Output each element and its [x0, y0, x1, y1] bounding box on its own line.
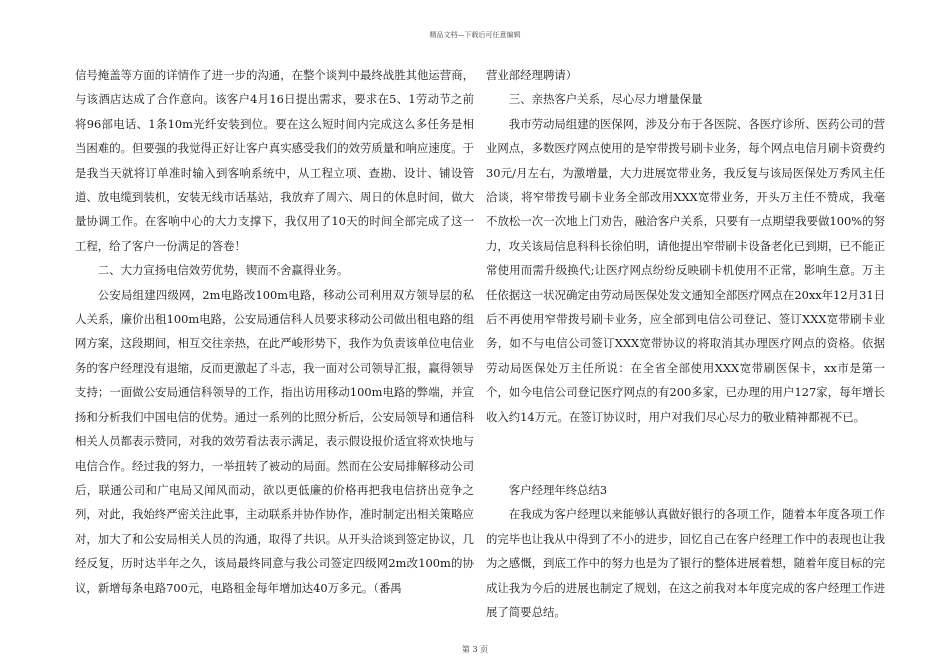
- paragraph-gap: [486, 429, 885, 478]
- page-header: 精品文档—下载后可任意编辑: [429, 31, 521, 39]
- left-column: [75, 63, 474, 600]
- section-heading: 客户经理年终总结3: [508, 482, 608, 497]
- paragraph-continuation: 营业部经理聘请）: [486, 68, 578, 82]
- body-paragraph: 在我成为客户经理以来能够认真做好银行的各项工作，随着本年度各项工作的完毕也让我从中得到了不小的进步，回忆自己在客户经理工作中的表现也让我为之感慨，到底工作中的努力也是为了银行的整体进展着想，随着年度目标的完成让我为今后的进展也制定了规划，在这之前我对本年度完成的客户经理工作进展了简要总结。: [486, 507, 885, 619]
- section-heading: 三、亲热客户关系，尽心尽力增量保量: [508, 92, 703, 107]
- page-number: 第 3 页: [461, 645, 489, 654]
- right-column: [486, 63, 885, 624]
- section-heading: 二、大力宣扬电信效劳优势，锲而不舍赢得业务。: [97, 263, 349, 278]
- body-paragraph: 我市劳动局组建的医保网，涉及分布于各医院、各医疗诊所、医药公司的营业网点，多数医疗网点使用的是窄带拨号刷卡业务，每个网点电信月刷卡资费约30元/月左右，为激增量，大力进展宽带业务，我反复与该局医保处万秀风主任洽谈，将窄带拨号刷卡业务全部改用XXX宽带业务，开头万主任不赞成，我毫不放松一次一次地上门劝告，融洽客户关系，只要有一点期望我要做100%的努力，攻关该局信息科科长徐伯明，请他提出窄带刷卡设备老化已到期，已不能正常使用而需升级换代;让医疗网点纷纷反映刷卡机使用不正常，影响生意。万主任依据这一状况确定由劳动局医保处发文通知全部医疗网点在20xx年12月31日后不再使用窄带拨号刷卡业务，应全部到电信公司登记、签订XXX宽带刷卡业务，如不与电信公司签订XXX宽带协议的将取消其办理医疗网点的资格。依据劳动局医保处万主任所说：在全省全部使用XXX宽带刷医保卡，xx市是第一个，如今电信公司登记医疗网点的有200多家，已办理的用户127家，每年增长收入约14万元。在签订协议时，用户对我们尽心尽力的敬业精神都视不已。: [486, 116, 885, 424]
- body-paragraph: 公安局组建四级网，2m电路改100m电路，移动公司利用双方领导层的私人关系，廉价出租100m电路，公安局通信科人员要求移动公司做出租电路的组网方案，这段期间，相互交往亲热，在此严峻形势下，我作为负责该单位电信业务的客户经理没有退缩，反而更激起了斗志，我一面对公司领导汇报，赢得领导支持；一面做公安局通信科领导的工作，指出访用移动100m电路的弊端，并宣扬和分析我们中国电信的优势。通过一系列的比照分析后，公安局领导和通信科相关人员都表示赞同，对我的效劳看法表示满足，表示假设报价适宜将欢快地与电信合作。经过我的努力，一举扭转了被动的局面。然而在公安局排解移动公司后，联通公司和广电局又闻风而动，欲以更低廉的价格再把我电信挤出竞争之列，对此，我始终严密关注此事，主动联系并协作协作，准时制定出相关策略应对，加大了和公安局相关人员的沟通，取得了共识。从开头洽谈到签定协议，几经反复，历时达半年之久，该局最终同意与我公司签定四级网2m改100m的协议，新增每条电路700元，电路租金每年增加达40万多元。（番禺: [75, 287, 474, 595]
- paragraph-continuation: 信号掩盖等方面的详情作了进一步的沟通，在整个谈判中最终战胜其他运营商，与该酒店达成了合作意向。该客户4月16日提出需求，要求在5、1劳动节之前将96部电话、1条10m光纤安装到位。要在这么短时间内完成这么多任务是相当困难的。但要强的我觉得正好让客户真实感受我们的效劳质量和响应速度。于是我当天就将订单准时输入到客响系统中，从工程立项、查勘、设计、铺设管道、放电缆到装机，安装无线市话基站，我放弃了周六、周日的休息时间，做大量协调工作。在客响中心的大力支撑下，我仅用了10天的时间全部完成了这一工程，给了客户一份满足的答卷！: [75, 68, 474, 253]
